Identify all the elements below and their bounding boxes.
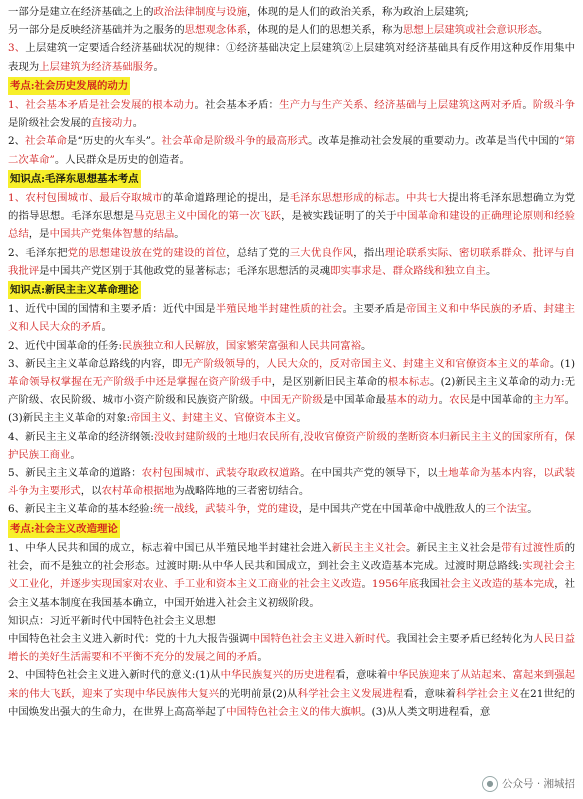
emphasis-text: 1、 bbox=[8, 99, 26, 112]
paragraph bbox=[8, 539, 575, 612]
body-text: 6、新民主主义革命的基本经验: bbox=[8, 503, 154, 516]
body-text: ，体现的是人们的思想关系，称为 bbox=[246, 24, 403, 37]
body-text: 是阶级社会发展的 bbox=[8, 117, 92, 130]
body-text: 在21世纪的中国焕发出强大的生命力，在世界上高高举起了 bbox=[8, 687, 576, 718]
section-heading: 知识点:新民主主义革命理论 bbox=[8, 281, 141, 299]
body-text: 提出将毛泽东思想确立为党的指导思想。毛泽东思想是 bbox=[8, 192, 576, 223]
body-text: ，社会主义基本制度在我国基本确立，中国开始进入社会主义初级阶段。 bbox=[8, 578, 576, 609]
emphasis-text: 根本标志 bbox=[387, 376, 431, 389]
body-text: 。(3)新民主主义革命的对象: bbox=[8, 394, 576, 425]
body-text: 4、新民主主义革命的经济纲领: bbox=[8, 430, 154, 443]
emphasis-text: 3、 bbox=[8, 42, 26, 55]
emphasis-text: 没收封建阶级的土地归农民所有,没收官僚资产阶级的垄断资本归新民主主义的国家所有，保护民族工商业 bbox=[8, 430, 575, 461]
paragraph bbox=[8, 666, 575, 721]
emphasis-text: 中华民族迎来了从站起来、富起来到强起来的伟大飞跃，迎来了实现中华民族伟大复兴 bbox=[8, 669, 576, 700]
body-text: 的社会，而不是独立的社会形态。过渡时期:从中华人民共和国成立，到社会主义改造基本完成。过渡时期总路线: bbox=[8, 541, 576, 573]
paragraph bbox=[8, 428, 575, 464]
paragraph bbox=[8, 355, 575, 428]
body-text: 。(2)新民主主义革命的动力:无产阶级、农民阶级、城市小资产阶级和民族资产阶级。 bbox=[8, 376, 576, 407]
body-text: 是中国革命最 bbox=[323, 394, 387, 407]
emphasis-text: 统一战线，武装斗争，党的建设 bbox=[153, 503, 299, 516]
emphasis-text: 中国特色社会主义进入新时代 bbox=[249, 632, 387, 645]
body-text: 。 bbox=[395, 192, 407, 205]
emphasis-text: 思想上层建筑或社会意识形态 bbox=[402, 24, 538, 37]
emphasis-text: 无产阶级领导的，人民大众的，反对帝国主义、封建主义和官僚资本主义的革命 bbox=[182, 357, 550, 370]
emphasis-text: 人民日益增长的美好生活需要和不平衡不充分的发展之间的矛盾 bbox=[8, 632, 576, 664]
emphasis-text: 农民 bbox=[449, 394, 471, 407]
body-text: ，总结了党的 bbox=[226, 246, 290, 259]
paragraph bbox=[8, 39, 575, 75]
body-text: ，是区别新旧民主革命的 bbox=[271, 376, 388, 389]
body-text: 1、中华人民共和国的成立，标志着中国已从半殖民地半封建社会进入 bbox=[8, 541, 332, 554]
body-text: 。 bbox=[527, 503, 538, 516]
body-text: 2、毛泽东把 bbox=[8, 246, 68, 259]
emphasis-text: 毛泽东思想形成的标志 bbox=[289, 192, 396, 205]
wechat-icon: ● bbox=[482, 776, 498, 792]
body-text: ，以 bbox=[80, 485, 102, 498]
body-text: ，体现的是人们的政治关系，称为政治上层建筑; bbox=[246, 6, 469, 18]
body-text: 的革命道路理论的提出，是 bbox=[162, 192, 290, 205]
watermark-text: 公众号 · 湘城招 bbox=[501, 777, 575, 790]
body-text: ，指出 bbox=[353, 246, 385, 259]
body-text: 。 bbox=[485, 264, 497, 277]
body-text: 。新民主主义社会是 bbox=[406, 541, 502, 554]
paragraph bbox=[8, 281, 575, 299]
emphasis-text: 理论联系实际、密切联系群众、批评与自我批评 bbox=[8, 246, 576, 277]
paragraph bbox=[8, 244, 575, 280]
emphasis-text: 革命领导权掌握在无产阶级手中还是掌握在资产阶级手中 bbox=[8, 376, 272, 389]
emphasis-text: 1956年底 bbox=[371, 578, 420, 591]
body-text: 2、近代中国革命的任务: bbox=[8, 339, 123, 352]
paragraph bbox=[8, 96, 575, 132]
body-text: 。 bbox=[132, 117, 144, 130]
body-text: 1、近代中国的国情和主要矛盾：近代中国是 bbox=[8, 303, 216, 316]
emphasis-text: 社会基本矛盾是社会发展的根本动力 bbox=[25, 99, 195, 112]
section-heading: 考点:社会历史发展的动力 bbox=[8, 77, 130, 95]
emphasis-text: 帝国主义和中华民族的矛盾、封建主义和人民大众的矛盾 bbox=[8, 303, 576, 334]
emphasis-text: 中国共产党集体智慧的结晶 bbox=[49, 228, 175, 241]
emphasis-text: 三大优良作风 bbox=[289, 246, 354, 259]
emphasis-text: 三个法宝 bbox=[485, 503, 528, 516]
body-text: 。(1) bbox=[549, 357, 576, 370]
body-text: 是中国共产党区别于其他政党的显著标志；毛泽东思想活的灵魂 bbox=[39, 264, 331, 277]
emphasis-text: 阶级斗争 bbox=[532, 99, 576, 112]
emphasis-text: 主力军 bbox=[533, 394, 565, 407]
body-text: 。社会基本矛盾： bbox=[194, 99, 280, 112]
emphasis-text: 社会革命是阶级斗争的最高形式 bbox=[161, 135, 309, 148]
emphasis-text: 半殖民地半封建性质的社会 bbox=[215, 303, 343, 316]
body-text: 。在中国共产党的领导下，以 bbox=[300, 467, 438, 480]
body-text: 。 bbox=[522, 99, 533, 112]
body-text: 。 bbox=[361, 578, 372, 591]
emphasis-text: 社会主义改造的基本完成 bbox=[439, 578, 555, 591]
emphasis-text: 中华民族复兴的历史进程 bbox=[220, 669, 336, 682]
emphasis-text: 带有过渡性质 bbox=[501, 541, 565, 554]
emphasis-text: 农村包围城市、最后夺取城市 bbox=[25, 192, 163, 205]
emphasis-text: 实现社会主义工业化，并逐步实现国家对农业、手工业和资本主义工商业的社会主义改造 bbox=[8, 560, 576, 591]
emphasis-text: 中国革命和建设的正确理论原则和经验总结 bbox=[8, 210, 576, 241]
body-text: 。我国社会主要矛盾已经转化为 bbox=[386, 632, 534, 645]
body-text: 的光明前景(2)从 bbox=[219, 687, 298, 700]
body-text: ，是被实践证明了的关于 bbox=[281, 210, 397, 223]
body-text: 是中国革命的 bbox=[470, 394, 534, 407]
emphasis-text: 科学社会主义发展进程 bbox=[297, 687, 404, 700]
body-text: 一部分是建立在经济基础之上的 bbox=[8, 6, 154, 18]
body-text: 上层建筑一定要适合经济基础状况的规律：①经济基础决定上层建筑②上层建筑对经济基础具有反作用这种反作用集中表现为 bbox=[8, 42, 575, 73]
emphasis-text: 1、 bbox=[8, 192, 26, 205]
paragraph bbox=[8, 21, 575, 39]
emphasis-text: 中国特色社会主义的伟大旗帜 bbox=[226, 705, 362, 718]
body-text: 3、新民主主义革命总路线的内容，即 bbox=[8, 357, 183, 370]
body-text: 。 bbox=[257, 651, 268, 664]
paragraph bbox=[8, 520, 575, 538]
body-text: ，是中国共产党在中国革命中战胜敌人的 bbox=[298, 503, 486, 516]
paragraph bbox=[8, 132, 575, 168]
body-text: 。 bbox=[438, 394, 450, 407]
emphasis-text: 直接动力 bbox=[91, 117, 133, 130]
body-text: 是“历史的火车头”。 bbox=[67, 135, 162, 148]
body-text: 看，意味着 bbox=[335, 669, 388, 682]
emphasis-text: 土地革命为基本内容，以武装斗争为主要形式 bbox=[8, 467, 576, 498]
body-text: 我国 bbox=[419, 578, 440, 591]
body-text: 。 bbox=[153, 60, 164, 73]
emphasis-text: “第二次革命” bbox=[8, 135, 576, 166]
emphasis-text: 生产力与生产关系、经济基础与上层建筑这两对矛盾 bbox=[279, 99, 523, 112]
paragraph bbox=[8, 500, 575, 518]
emphasis-text: 科学社会主义 bbox=[456, 687, 520, 700]
body-text: 。 bbox=[174, 228, 185, 241]
emphasis-text: 民族独立和人民解放，国家繁荣富强和人民共同富裕 bbox=[122, 339, 362, 352]
body-text: 。 bbox=[361, 339, 372, 352]
paragraph bbox=[8, 337, 575, 355]
emphasis-text: 新民主主义社会 bbox=[332, 541, 407, 554]
section-heading: 考点:社会主义改造理论 bbox=[8, 520, 120, 538]
body-text: 。(3)从人类文明进程看，意 bbox=[361, 705, 491, 718]
body-text: 。改革是推动社会发展的重要动力。改革是当代中国的 bbox=[308, 135, 560, 148]
body-text: ，是 bbox=[28, 228, 50, 241]
paragraph bbox=[8, 630, 575, 666]
body-text: 中国特色社会主义进入新时代：党的十九大报告强调 bbox=[8, 632, 250, 645]
body-text: 2、中国特色社会主义进入新时代的意义:(1)从 bbox=[8, 669, 221, 682]
emphasis-text: 社会革命 bbox=[25, 135, 68, 148]
paragraph bbox=[8, 464, 575, 500]
paragraph bbox=[8, 170, 575, 188]
emphasis-text: 帝国主义、封建主义、官僚资本主义 bbox=[130, 412, 297, 425]
emphasis-text: 中共七大 bbox=[406, 192, 449, 205]
body-text: 看，意味着 bbox=[403, 687, 457, 700]
body-text: 5、新民主主义革命的道路： bbox=[8, 467, 142, 480]
body-text: 。 bbox=[101, 321, 112, 334]
body-text: 另一部分是反映经济基础并为之服务的 bbox=[8, 24, 185, 37]
body-text: 。 bbox=[537, 24, 549, 37]
watermark bbox=[478, 773, 579, 795]
emphasis-text: 农村包围城市、武装夺取政权道路 bbox=[141, 467, 301, 480]
body-text: 。 bbox=[296, 412, 307, 425]
emphasis-text: 基本的动力 bbox=[386, 394, 439, 407]
section-heading: 知识点:毛泽东思想基本考点 bbox=[8, 170, 141, 188]
body-text: 。主要矛盾是 bbox=[342, 303, 407, 316]
body-text: 为战略阵地的三者密切结合。 bbox=[174, 485, 310, 498]
emphasis-text: 中国无产阶级 bbox=[260, 394, 324, 407]
body-text: 2、 bbox=[8, 135, 26, 148]
emphasis-text: 政治法律制度与设施 bbox=[153, 6, 247, 18]
paragraph bbox=[8, 77, 575, 95]
body-text: 知识点：习近平新时代中国特色社会主义思想 bbox=[8, 614, 216, 627]
emphasis-text: 即实事求是、群众路线和独立自主 bbox=[330, 264, 486, 277]
paragraph bbox=[8, 300, 575, 336]
paragraph bbox=[8, 3, 575, 21]
emphasis-text: 思想观念体系 bbox=[184, 24, 247, 37]
paragraph bbox=[8, 612, 575, 630]
body-text: 。人民群众是历史的创造者。 bbox=[54, 153, 190, 166]
emphasis-text: 党的思想建设放在党的建设的首位 bbox=[67, 246, 227, 259]
emphasis-text: 农村革命根据地 bbox=[101, 485, 175, 498]
emphasis-text: 上层建筑为经济基础服务 bbox=[39, 60, 154, 73]
body-text: 。 bbox=[70, 448, 81, 461]
paragraph bbox=[8, 189, 575, 244]
emphasis-text: 马克思主义中国化的第一次飞跃 bbox=[134, 210, 282, 223]
